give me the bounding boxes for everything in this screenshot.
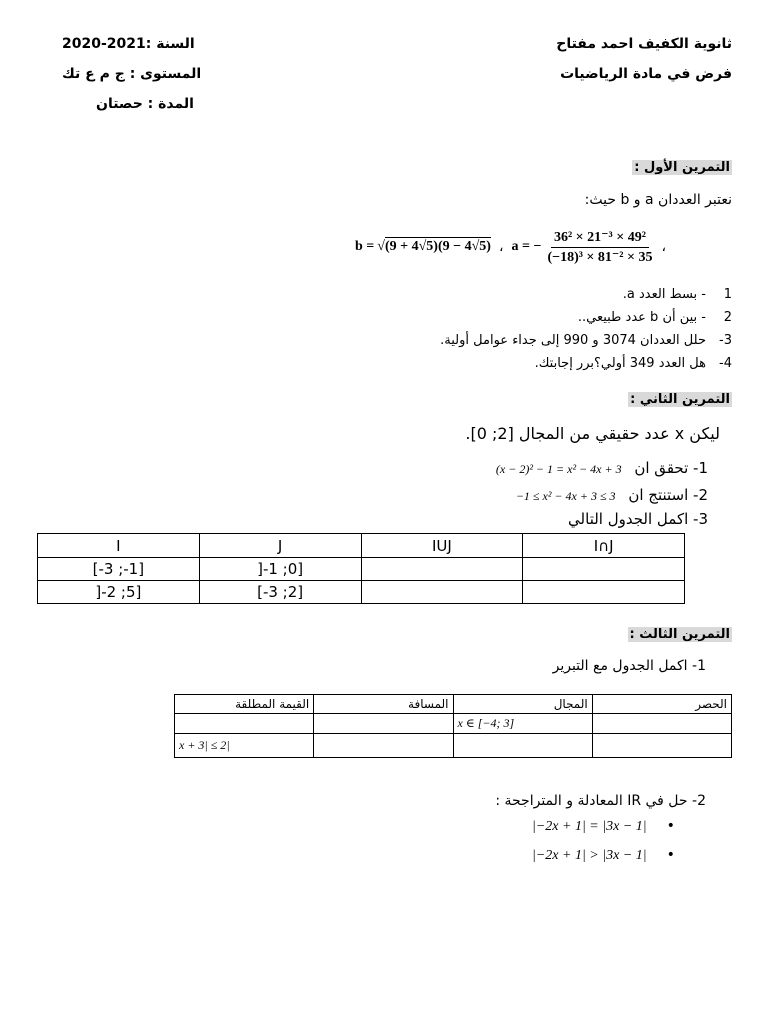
exam-title: فرض في مادة الرياضيات [560, 66, 732, 82]
a-denominator: (−18)³ × 81⁻² × 35 [547, 249, 653, 265]
table-row: [-3 ;-1] ]-1 ;0] [38, 558, 685, 581]
ex3-title: التمرين الثالث : [629, 627, 730, 642]
ex3-bullet-2: |−2x + 1| > |3x − 1| • [532, 847, 675, 863]
ex3-table [174, 694, 732, 758]
ex2-intro: ليكن x عدد حقيقي من المجال [2; 0]. [465, 424, 720, 443]
b-radicand: (9 + 4√5)(9 − 4√5) [384, 239, 491, 254]
a-numerator: 36² × 21⁻³ × 49² [551, 229, 649, 248]
ex2-table [37, 533, 685, 604]
class-level: المستوى : ج م ع تك [62, 66, 202, 82]
ex1-item-2: 2- بين أن b عدد طبيعي.. [577, 310, 732, 325]
ex1-item-4: 4-هل العدد 349 أولي؟برر إجابتك. [534, 356, 732, 371]
table-header-row: الحصر المجال المسافة القيمة المطلقة [175, 695, 732, 714]
school-name: ثانوية الكفيف احمد مفتاح [556, 36, 732, 52]
table-header-row: I J IUJ I∩J [38, 534, 685, 558]
table-row: |x + 3| ≤ 2 [175, 734, 732, 758]
ex1-intro: نعتبر العددان a و b حيث: [584, 192, 732, 208]
ex2-title: التمرين الثاني : [630, 392, 730, 407]
ex3-q1: 1- اكمل الجدول مع التبرير [552, 658, 706, 674]
table-row: x ∈ [−4; 3] [175, 714, 732, 734]
ex2-q2-math: −1 ≤ x² − 4x + 3 ≤ 3 [515, 489, 616, 503]
ex1-title: التمرين الأول : [634, 160, 730, 175]
exam-duration: المدة : حصتان [96, 96, 194, 112]
ex2-q1-math: (x − 2)² − 1 = x² − 4x + 3 [495, 462, 622, 476]
table-row: ]-2 ;5] [-3 ;2] [38, 581, 685, 604]
a-label: a = − [511, 239, 542, 254]
ex1-item-1: 1- بسط العدد a. [622, 287, 732, 302]
ex3-bullet-1: |−2x + 1| = |3x − 1| • [532, 818, 675, 834]
ex1-item-3: 3-حلل العددان 3074 و 990 إلى جداء عوامل أولية. [440, 333, 732, 348]
ex3-q2: 2- حل في IR المعادلة و المتراجحة : [495, 793, 706, 809]
ex2-q2: 2- استنتج ان −1 ≤ x² − 4x + 3 ≤ 3 [515, 486, 708, 504]
a-fraction [544, 229, 655, 266]
b-label: b = [355, 239, 375, 254]
ex2-q3: 3- اكمل الجدول التالي [568, 510, 708, 528]
school-year: السنة :2021-2020 [62, 36, 195, 52]
ex2-q1: 1- تحقق ان (x − 2)² − 1 = x² − 4x + 3 [495, 459, 708, 477]
ex1-formula: b = √(9 + 4√5)(9 − 4√5) ، a = − $\frac{\text{36² × 21⁻³ × 49²}}{\text{(−18)³ × 81⁻² × 35}}$ ، [355, 229, 667, 265]
